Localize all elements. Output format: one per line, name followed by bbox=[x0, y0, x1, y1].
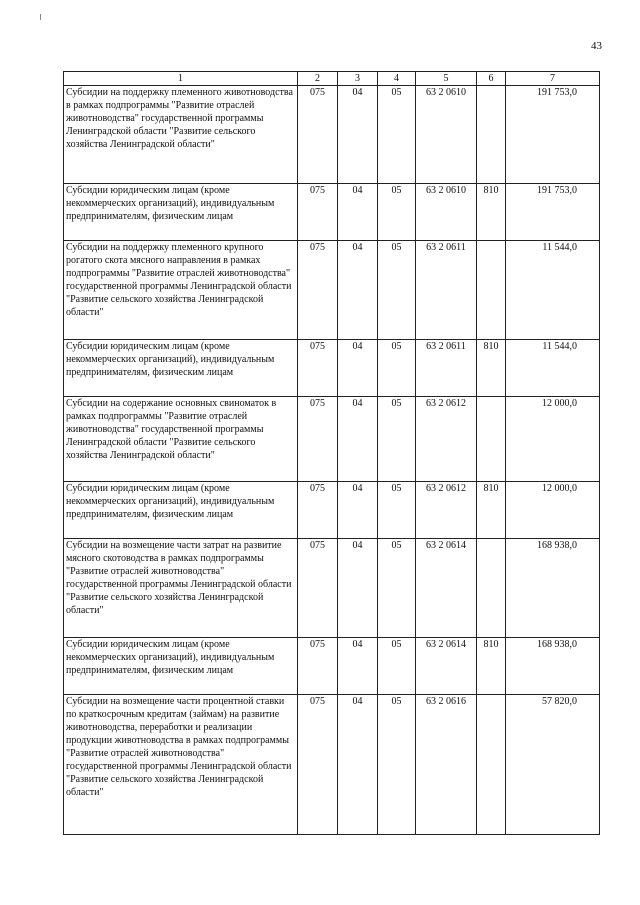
row-ministry-code: 075 bbox=[298, 184, 338, 241]
row-expense-type bbox=[477, 241, 506, 340]
row-subsection-code: 05 bbox=[378, 184, 416, 241]
row-expense-type bbox=[477, 397, 506, 482]
row-expense-type bbox=[477, 695, 506, 835]
header-row bbox=[64, 72, 600, 86]
row-section-code: 04 bbox=[338, 241, 378, 340]
row-section-code: 04 bbox=[338, 184, 378, 241]
row-name: Субсидии на содержание основных свиноматок в рамках подпрограммы "Развитие отраслей животноводства" государственной программы Ленинградской области "Развитие сельского хозяйства Ленинградской области" bbox=[64, 397, 298, 482]
row-target-code: 63 2 0612 bbox=[416, 397, 477, 482]
row-section-code: 04 bbox=[338, 539, 378, 638]
row-amount: 11 544,0 bbox=[506, 340, 600, 397]
row-amount: 12 000,0 bbox=[506, 482, 600, 539]
row-name: Субсидии юридическим лицам (кроме некоммерческих организаций), индивидуальным предпринимателям, физическим лицам bbox=[64, 638, 298, 695]
table-row bbox=[64, 695, 600, 835]
row-amount: 11 544,0 bbox=[506, 241, 600, 340]
row-expense-type bbox=[477, 86, 506, 184]
table-row bbox=[64, 482, 600, 539]
row-section-code: 04 bbox=[338, 482, 378, 539]
row-amount: 191 753,0 bbox=[506, 184, 600, 241]
header-col-4: 4 bbox=[378, 72, 416, 86]
row-amount: 12 000,0 bbox=[506, 397, 600, 482]
table-row bbox=[64, 241, 600, 340]
row-name: Субсидии на возмещение части процентной ставки по краткосрочным кредитам (займам) на развитие животноводства, переработки и реализации продукции животноводства в рамках подпрограммы "Развитие отраслей животноводства" государственной программы Ленинградской области "Развитие сельского хозяйства Ленинградской области" bbox=[64, 695, 298, 835]
header-col-3: 3 bbox=[338, 72, 378, 86]
row-name: Субсидии юридическим лицам (кроме некоммерческих организаций), индивидуальным предпринимателям, физическим лицам bbox=[64, 340, 298, 397]
row-name: Субсидии на поддержку племенного крупного рогатого скота мясного направления в рамках подпрограммы "Развитие отраслей животноводства" государственной программы Ленинградской области "Развитие сельского хозяйства Ленинградской области" bbox=[64, 241, 298, 340]
row-ministry-code: 075 bbox=[298, 397, 338, 482]
table-row bbox=[64, 539, 600, 638]
table-row bbox=[64, 340, 600, 397]
row-ministry-code: 075 bbox=[298, 539, 338, 638]
row-name: Субсидии юридическим лицам (кроме некоммерческих организаций), индивидуальным предпринимателям, физическим лицам bbox=[64, 184, 298, 241]
row-ministry-code: 075 bbox=[298, 340, 338, 397]
row-target-code: 63 2 0614 bbox=[416, 539, 477, 638]
row-subsection-code: 05 bbox=[378, 86, 416, 184]
header-col-2: 2 bbox=[298, 72, 338, 86]
row-target-code: 63 2 0614 bbox=[416, 638, 477, 695]
row-name: Субсидии юридическим лицам (кроме некоммерческих организаций), индивидуальным предпринимателям, физическим лицам bbox=[64, 482, 298, 539]
row-ministry-code: 075 bbox=[298, 482, 338, 539]
table-row bbox=[64, 397, 600, 482]
row-subsection-code: 05 bbox=[378, 241, 416, 340]
header-col-1: 1 bbox=[64, 72, 298, 86]
row-subsection-code: 05 bbox=[378, 539, 416, 638]
row-name: Субсидии на поддержку племенного животноводства в рамках подпрограммы "Развитие отраслей животноводства" государственной программы Ленинградской области "Развитие сельского хозяйства Ленинградской области" bbox=[64, 86, 298, 184]
row-target-code: 63 2 0612 bbox=[416, 482, 477, 539]
row-subsection-code: 05 bbox=[378, 340, 416, 397]
row-subsection-code: 05 bbox=[378, 638, 416, 695]
row-name: Субсидии на возмещение части затрат на развитие мясного скотоводства в рамках подпрограммы "Развитие отраслей животноводства" государственной программы Ленинградской области "Развитие сельского хозяйства Ленинградской области" bbox=[64, 539, 298, 638]
scan-mark bbox=[40, 14, 41, 20]
row-target-code: 63 2 0611 bbox=[416, 241, 477, 340]
header-col-7: 7 bbox=[506, 72, 600, 86]
row-amount: 191 753,0 bbox=[506, 86, 600, 184]
row-amount: 168 938,0 bbox=[506, 539, 600, 638]
table-row bbox=[64, 86, 600, 184]
row-expense-type: 810 bbox=[477, 482, 506, 539]
row-subsection-code: 05 bbox=[378, 397, 416, 482]
table-row bbox=[64, 638, 600, 695]
budget-table bbox=[63, 71, 600, 835]
row-section-code: 04 bbox=[338, 638, 378, 695]
row-expense-type: 810 bbox=[477, 184, 506, 241]
row-amount: 57 820,0 bbox=[506, 695, 600, 835]
row-target-code: 63 2 0610 bbox=[416, 86, 477, 184]
row-section-code: 04 bbox=[338, 86, 378, 184]
row-ministry-code: 075 bbox=[298, 695, 338, 835]
row-target-code: 63 2 0616 bbox=[416, 695, 477, 835]
row-subsection-code: 05 bbox=[378, 482, 416, 539]
row-target-code: 63 2 0611 bbox=[416, 340, 477, 397]
row-ministry-code: 075 bbox=[298, 241, 338, 340]
row-section-code: 04 bbox=[338, 397, 378, 482]
row-expense-type: 810 bbox=[477, 340, 506, 397]
row-subsection-code: 05 bbox=[378, 695, 416, 835]
header-col-5: 5 bbox=[416, 72, 477, 86]
row-target-code: 63 2 0610 bbox=[416, 184, 477, 241]
row-amount: 168 938,0 bbox=[506, 638, 600, 695]
row-section-code: 04 bbox=[338, 695, 378, 835]
row-ministry-code: 075 bbox=[298, 86, 338, 184]
header-col-6: 6 bbox=[477, 72, 506, 86]
row-expense-type bbox=[477, 539, 506, 638]
row-ministry-code: 075 bbox=[298, 638, 338, 695]
page-number: 43 bbox=[591, 40, 602, 52]
table-row bbox=[64, 184, 600, 241]
row-section-code: 04 bbox=[338, 340, 378, 397]
row-expense-type: 810 bbox=[477, 638, 506, 695]
